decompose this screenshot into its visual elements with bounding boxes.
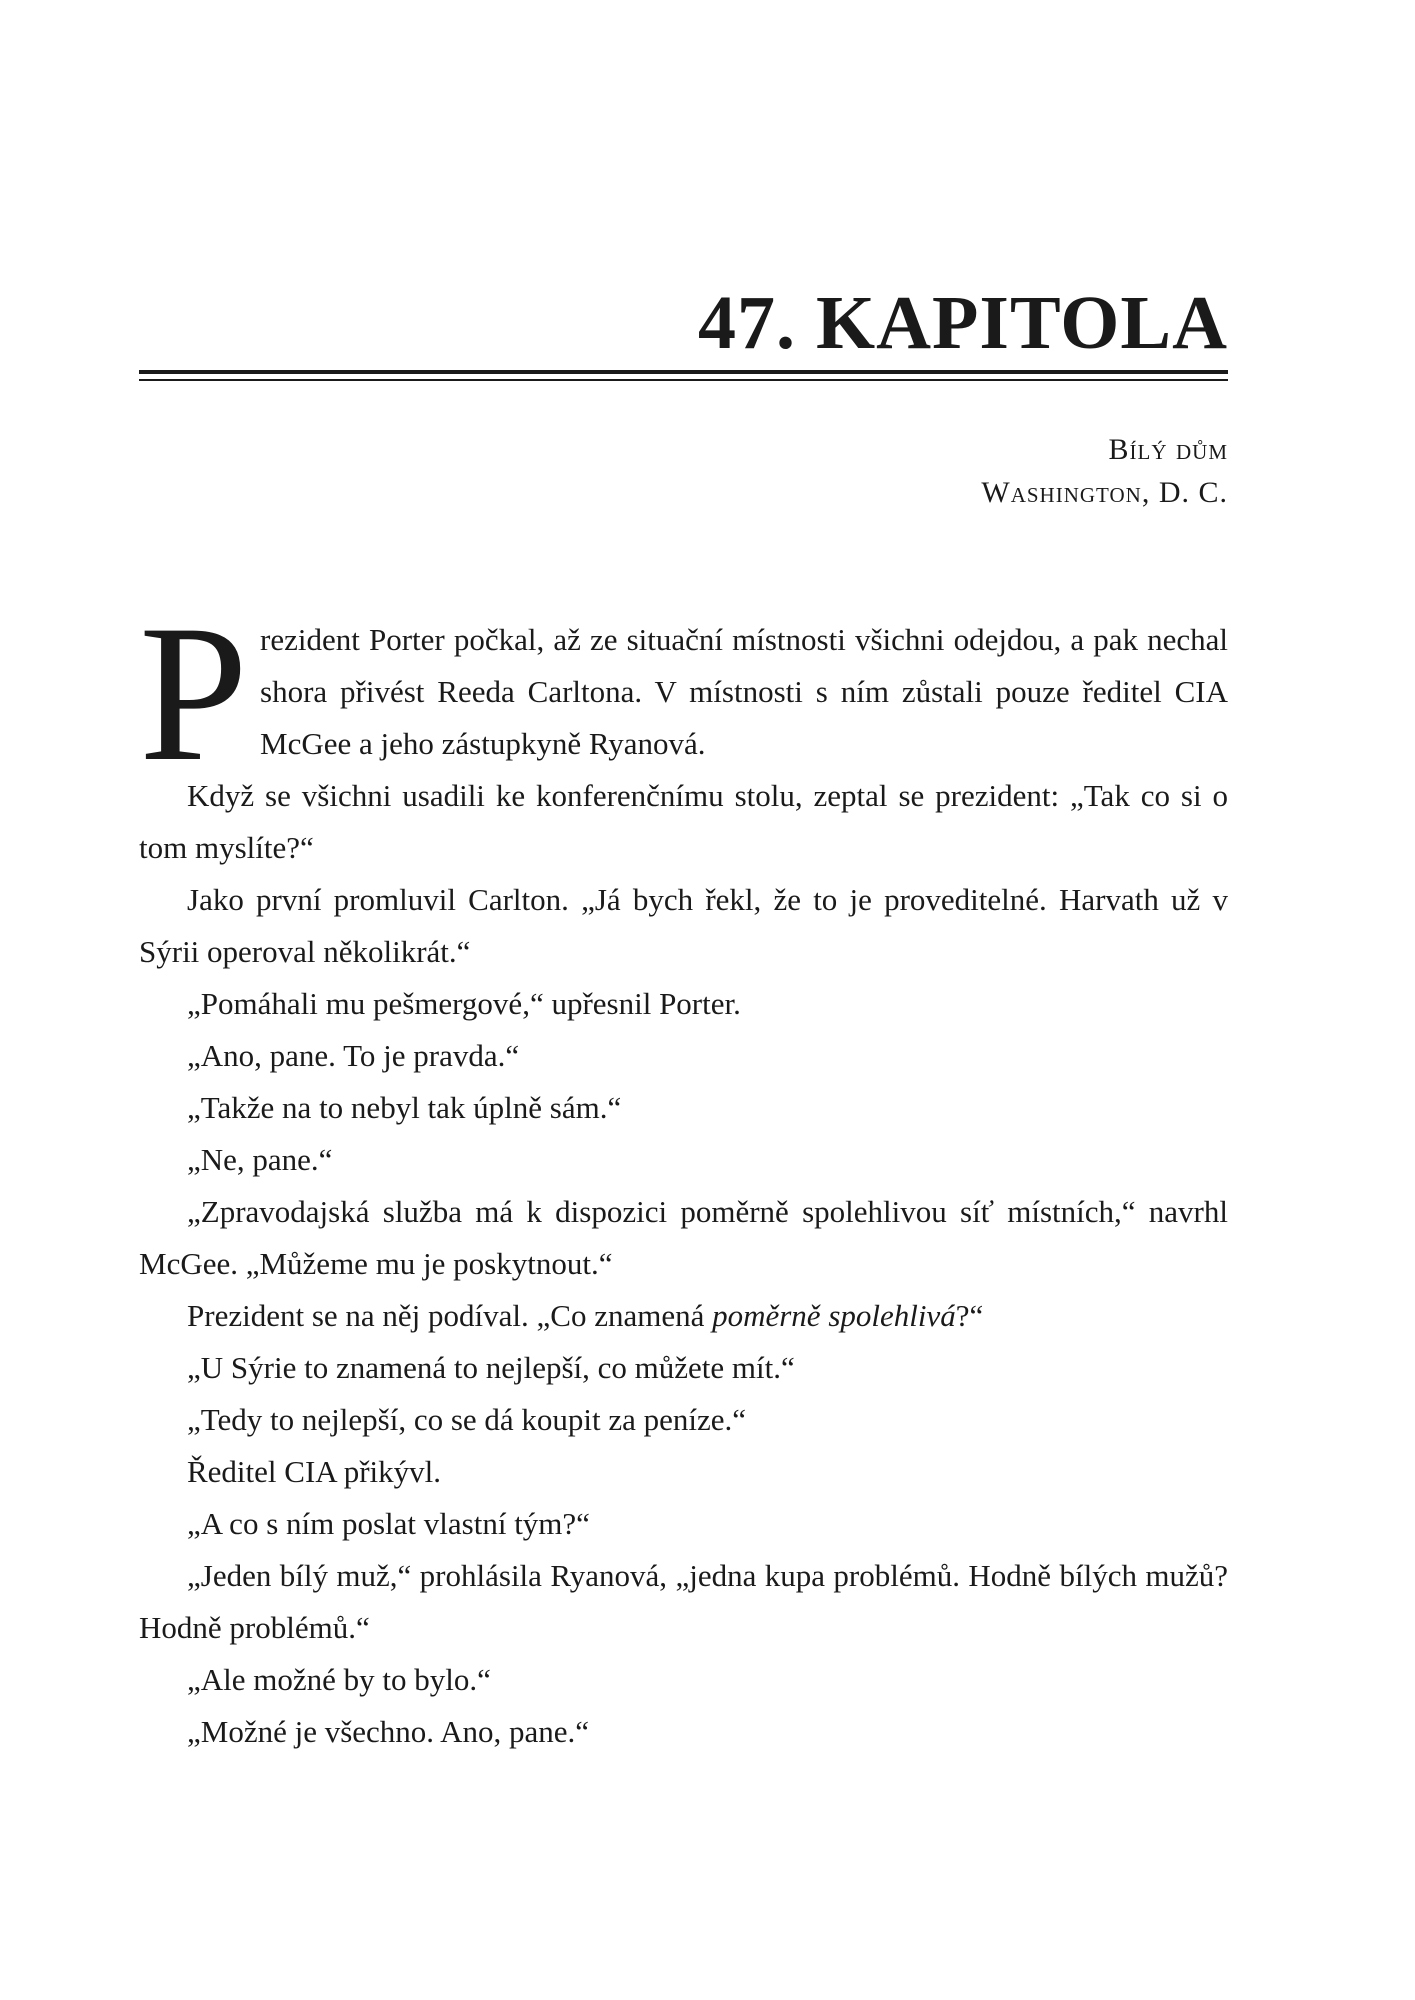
title-rule	[139, 370, 1228, 381]
paragraph: „Ale možné by to bylo.“	[187, 1662, 491, 1697]
paragraph-text: ?“	[955, 1298, 984, 1333]
location-heading	[139, 428, 1228, 514]
paragraph: „A co s ním poslat vlastní tým?“	[187, 1506, 590, 1541]
paragraph-text: Prezident se na něj podíval. „Co znamená	[187, 1298, 713, 1333]
paragraph: „Takže na to nebyl tak úplně sám.“	[187, 1090, 622, 1125]
paragraph	[139, 585, 1228, 802]
emphasis-text: poměrně spolehlivá	[712, 1298, 956, 1333]
paragraph: „Tedy to nejlepší, co se dá koupit za peníze.“	[187, 1402, 747, 1437]
location-line-2: Washington, D. C.	[981, 476, 1228, 509]
paragraph: Ředitel CIA přikývl.	[187, 1454, 442, 1489]
paragraph: „Možné je všechno. Ano, pane.“	[187, 1714, 590, 1749]
paragraph	[139, 1290, 1228, 1342]
drop-cap: P	[139, 585, 249, 802]
paragraph: Když se všichni usadili ke konferenčnímu stolu, zeptal se prezident: „Tak co si o tom myslíte?“	[139, 778, 1228, 865]
paragraph: „Ne, pane.“	[187, 1142, 333, 1177]
paragraph: „Ano, pane. To je pravda.“	[187, 1038, 520, 1073]
paragraph: „Jeden bílý muž,“ prohlásila Ryanová, „jedna kupa problémů. Hodně bílých mužů? Hodně problémů.“	[139, 1558, 1228, 1645]
paragraph-text: rezident Porter počkal, až ze situační místnosti všichni odejdou, a pak nechal shora přivést Reeda Carltona. V místnosti s ním zůstali pouze ředitel CIA McGee a jeho zástupkyně Ryanová.	[260, 622, 1228, 761]
location-line-1: Bílý dům	[1108, 433, 1228, 466]
paragraph: „Zpravodajská služba má k dispozici poměrně spolehlivou síť místních,“ navrhl McGee. „Můžeme mu je poskytnout.“	[139, 1194, 1228, 1281]
paragraph: „U Sýrie to znamená to nejlepší, co můžete mít.“	[187, 1350, 795, 1385]
chapter-body	[139, 585, 1228, 1758]
paragraph: „Pomáhali mu pešmergové,“ upřesnil Porter.	[187, 986, 741, 1021]
paragraph: Jako první promluvil Carlton. „Já bych řekl, že to je proveditelné. Harvath už v Sýrii operoval několikrát.“	[139, 882, 1228, 969]
chapter-title: 47. KAPITOLA	[697, 281, 1228, 365]
